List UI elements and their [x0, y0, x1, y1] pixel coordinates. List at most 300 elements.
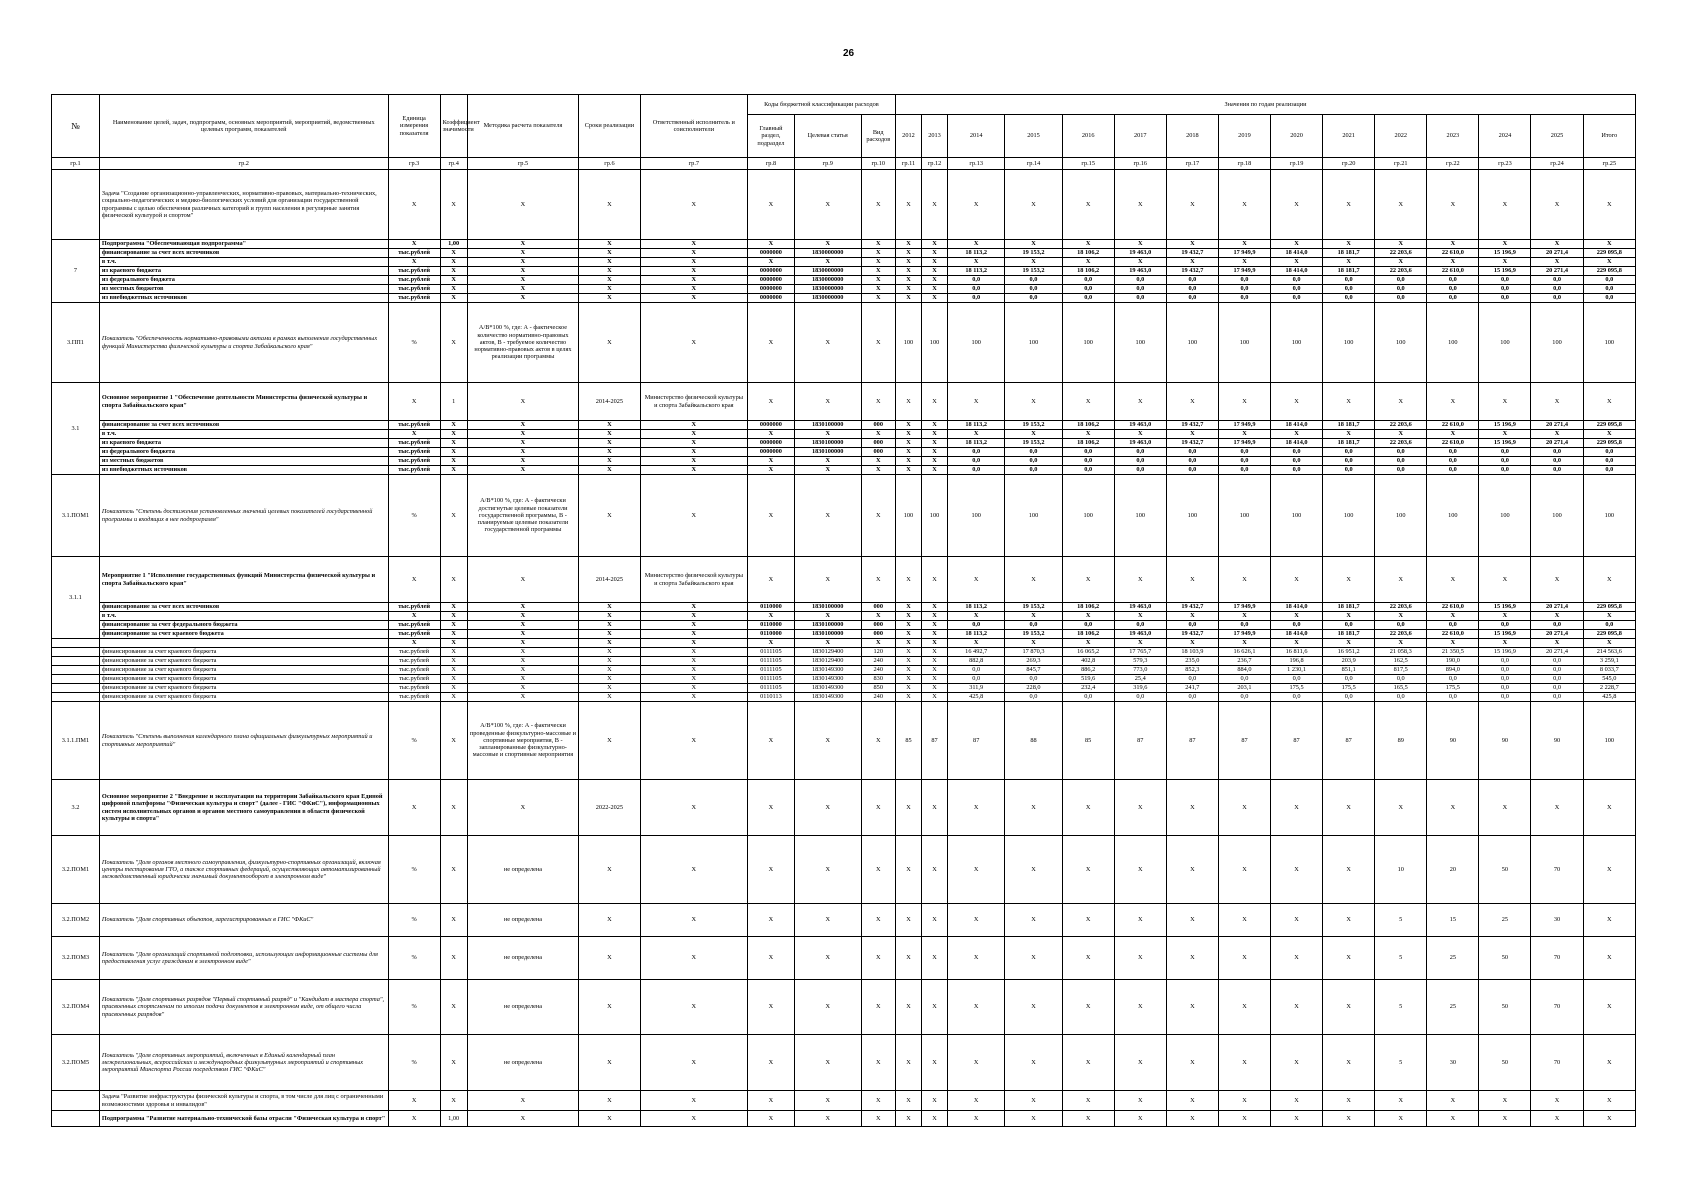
cell-col-19: X — [1271, 980, 1323, 1035]
cell-col-13: X — [948, 639, 1005, 648]
cell-col-17: 18 103,9 — [1166, 648, 1218, 657]
cell-col-21: 5 — [1375, 937, 1427, 980]
cell-col-19: 18 414,0 — [1271, 630, 1323, 639]
cell-col-20: X — [1323, 780, 1375, 836]
cell-col-24: X — [1531, 170, 1583, 240]
cell-col-9: 1830000000 — [794, 285, 861, 294]
cell-col-5: X — [467, 1111, 578, 1127]
cell-col-25: X — [1583, 980, 1635, 1035]
cell-col-13: X — [948, 836, 1005, 904]
cell-col-22: 22 610,0 — [1427, 603, 1479, 612]
cell-col-6: X — [579, 1111, 640, 1127]
cell-col-13: X — [948, 1111, 1005, 1127]
cell-col-22: 0,0 — [1427, 621, 1479, 630]
cell-col-10: X — [861, 612, 895, 621]
cell-col-25: X — [1583, 937, 1635, 980]
cell-col-24: 70 — [1531, 980, 1583, 1035]
cell-col-25: X — [1583, 557, 1635, 603]
cell-col-11: X — [895, 1035, 921, 1091]
cell-col-18: 0,0 — [1218, 448, 1270, 457]
cell-col-9: X — [794, 303, 861, 383]
cell-col-24: 0,0 — [1531, 666, 1583, 675]
cell-col-6: X — [579, 439, 640, 448]
cell-col-11: X — [895, 612, 921, 621]
cell-col-8: X — [747, 557, 794, 603]
cell-col-7: X — [640, 285, 747, 294]
cell-col-23: 0,0 — [1479, 693, 1531, 702]
cell-col-24: 0,0 — [1531, 448, 1583, 457]
cell-col-8: X — [747, 1091, 794, 1111]
cell-col-13: X — [948, 612, 1005, 621]
cell-col-11: X — [895, 630, 921, 639]
cell-col-6: X — [579, 684, 640, 693]
cell-col-11: X — [895, 294, 921, 303]
cell-col-23: 15 196,9 — [1479, 249, 1531, 258]
cell-col-16: 17 765,7 — [1114, 648, 1166, 657]
row-name: Показатель "Доля организаций спортивной подготовки, использующих информационные системы для предоставления услуг гражданам в электронном виде" — [99, 937, 388, 980]
cell-col-12: X — [922, 836, 948, 904]
cell-col-18: 0,0 — [1218, 457, 1270, 466]
row-name: финансирование за счет всех источников — [99, 249, 388, 258]
table-row — [52, 684, 1636, 693]
cell-col-20: 100 — [1323, 475, 1375, 557]
cell-col-16: 0,0 — [1114, 457, 1166, 466]
cell-col-17: 0,0 — [1166, 457, 1218, 466]
cell-col-23: 50 — [1479, 1035, 1531, 1091]
cell-col-24: X — [1531, 780, 1583, 836]
cell-col-15: 18 106,2 — [1062, 267, 1114, 276]
cell-col-7: X — [640, 639, 747, 648]
cell-col-8: 0000000 — [747, 448, 794, 457]
cell-col-21: 0,0 — [1375, 675, 1427, 684]
cell-col-10: X — [861, 836, 895, 904]
cell-col-8: X — [747, 170, 794, 240]
cell-col-4: X — [440, 657, 467, 666]
cell-col-14: 19 153,2 — [1005, 249, 1062, 258]
cell-col-24: 70 — [1531, 1035, 1583, 1091]
cell-col-14: X — [1005, 258, 1062, 267]
table-row — [52, 439, 1636, 448]
cell-col-8: 0000000 — [747, 285, 794, 294]
cell-col-7: X — [640, 937, 747, 980]
cell-col-25: 229 095,8 — [1583, 439, 1635, 448]
cell-col-23: 15 196,9 — [1479, 439, 1531, 448]
cell-col-15: X — [1062, 383, 1114, 421]
row-name — [99, 639, 388, 648]
cell-col-17: X — [1166, 780, 1218, 836]
cell-col-20: X — [1323, 240, 1375, 249]
cell-col-10: X — [861, 457, 895, 466]
cell-col-17: 19 432,7 — [1166, 267, 1218, 276]
table-row — [52, 249, 1636, 258]
cell-col-21: X — [1375, 430, 1427, 439]
cell-col-16: X — [1114, 1035, 1166, 1091]
cell-col-5: А/В*100 %, где: А - фактически достигнутые целевые показатели государственной программы, В - планируемые целевые показатели государственной программы — [467, 475, 578, 557]
cell-col-17: X — [1166, 937, 1218, 980]
row-number: 3.2.ПОМ4 — [52, 980, 100, 1035]
cell-col-14: X — [1005, 904, 1062, 937]
cell-col-21: 22 203,6 — [1375, 421, 1427, 430]
cell-col-24: 20 271,4 — [1531, 630, 1583, 639]
table-row — [52, 258, 1636, 267]
cell-col-8: 0110000 — [747, 603, 794, 612]
cell-col-9: X — [794, 1111, 861, 1127]
table-row — [52, 430, 1636, 439]
cell-col-23: 15 196,9 — [1479, 421, 1531, 430]
cell-col-25: 0,0 — [1583, 294, 1635, 303]
cell-col-25: 0,0 — [1583, 466, 1635, 475]
cell-col-13: 18 113,2 — [948, 421, 1005, 430]
cell-col-8: 0000000 — [747, 276, 794, 285]
cell-col-11: X — [895, 693, 921, 702]
cell-col-21: X — [1375, 170, 1427, 240]
cell-col-12: X — [922, 621, 948, 630]
cell-col-19: 18 414,0 — [1271, 439, 1323, 448]
cell-col-5: X — [467, 249, 578, 258]
cell-col-19: X — [1271, 780, 1323, 836]
cell-col-13: X — [948, 170, 1005, 240]
cell-col-13: 100 — [948, 303, 1005, 383]
cell-col-21: X — [1375, 612, 1427, 621]
cell-col-20: 0,0 — [1323, 285, 1375, 294]
cell-col-8: X — [747, 639, 794, 648]
cell-col-14: X — [1005, 836, 1062, 904]
row-number — [52, 639, 100, 648]
cell-col-7: X — [640, 421, 747, 430]
cell-col-24: 0,0 — [1531, 457, 1583, 466]
cell-col-4: X — [440, 557, 467, 603]
cell-col-10: X — [861, 430, 895, 439]
cell-col-12: X — [922, 780, 948, 836]
cell-col-12: X — [922, 285, 948, 294]
cell-col-19: X — [1271, 1091, 1323, 1111]
cell-col-23: 0,0 — [1479, 285, 1531, 294]
header-column-number: гр.23 — [1479, 158, 1531, 170]
cell-col-19: X — [1271, 258, 1323, 267]
cell-col-8: X — [747, 980, 794, 1035]
table-row — [52, 693, 1636, 702]
cell-col-22: X — [1427, 1111, 1479, 1127]
cell-col-13: 882,8 — [948, 657, 1005, 666]
cell-col-8: 0000000 — [747, 249, 794, 258]
row-name: из внебюджетных источников — [99, 294, 388, 303]
cell-col-22: 894,0 — [1427, 666, 1479, 675]
program-table — [51, 94, 1636, 1127]
cell-col-24: 70 — [1531, 937, 1583, 980]
cell-col-4: X — [440, 430, 467, 439]
cell-col-21: 89 — [1375, 702, 1427, 780]
cell-col-10: X — [861, 475, 895, 557]
row-name: Основное мероприятие 1 "Обеспечение деятельности Министерства физической культуры и спорта Забайкальского края" — [99, 383, 388, 421]
cell-col-15: X — [1062, 240, 1114, 249]
header-column-number: гр.9 — [794, 158, 861, 170]
cell-col-12: X — [922, 666, 948, 675]
cell-col-8: 0000000 — [747, 439, 794, 448]
cell-col-3: тыс.рублей — [388, 648, 440, 657]
cell-col-24: 100 — [1531, 303, 1583, 383]
cell-col-22: X — [1427, 780, 1479, 836]
cell-col-16: 19 463,0 — [1114, 630, 1166, 639]
cell-col-23: 15 196,9 — [1479, 648, 1531, 657]
cell-col-6: X — [579, 267, 640, 276]
header-year: 2016 — [1062, 115, 1114, 158]
cell-col-24: 90 — [1531, 702, 1583, 780]
cell-col-15: 18 106,2 — [1062, 439, 1114, 448]
page-number: 26 — [842, 48, 855, 59]
cell-col-7: X — [640, 267, 747, 276]
cell-col-21: 5 — [1375, 1035, 1427, 1091]
cell-col-9: 1830000000 — [794, 276, 861, 285]
table-row — [52, 904, 1636, 937]
cell-col-25: X — [1583, 639, 1635, 648]
cell-col-7: X — [640, 621, 747, 630]
cell-col-12: X — [922, 937, 948, 980]
cell-col-16: X — [1114, 170, 1166, 240]
cell-col-14: 19 153,2 — [1005, 630, 1062, 639]
cell-col-17: X — [1166, 383, 1218, 421]
cell-col-5: X — [467, 684, 578, 693]
cell-col-11: 100 — [895, 475, 921, 557]
cell-col-12: X — [922, 612, 948, 621]
cell-col-20: X — [1323, 430, 1375, 439]
cell-col-5: X — [467, 630, 578, 639]
cell-col-15: 18 106,2 — [1062, 603, 1114, 612]
cell-col-17: X — [1166, 836, 1218, 904]
cell-col-6: X — [579, 457, 640, 466]
cell-col-10: X — [861, 1091, 895, 1111]
cell-col-16: X — [1114, 937, 1166, 980]
header-year: 2017 — [1114, 115, 1166, 158]
cell-col-17: X — [1166, 170, 1218, 240]
row-number: 3.1.ПОМ1 — [52, 475, 100, 557]
cell-col-15: 16 065,2 — [1062, 648, 1114, 657]
cell-col-23: 50 — [1479, 937, 1531, 980]
cell-col-20: X — [1323, 170, 1375, 240]
cell-col-17: X — [1166, 980, 1218, 1035]
cell-col-16: 773,0 — [1114, 666, 1166, 675]
row-name: в т.ч. — [99, 612, 388, 621]
cell-col-11: X — [895, 603, 921, 612]
cell-col-12: X — [922, 648, 948, 657]
cell-col-15: X — [1062, 170, 1114, 240]
cell-col-15: 402,8 — [1062, 657, 1114, 666]
cell-col-3: тыс.рублей — [388, 693, 440, 702]
cell-col-9: 1830100000 — [794, 621, 861, 630]
cell-col-15: 100 — [1062, 475, 1114, 557]
cell-col-14: 0,0 — [1005, 285, 1062, 294]
cell-col-25: X — [1583, 383, 1635, 421]
cell-col-11: X — [895, 1111, 921, 1127]
cell-col-15: 18 106,2 — [1062, 421, 1114, 430]
cell-col-9: 1830000000 — [794, 267, 861, 276]
cell-col-8: X — [747, 612, 794, 621]
cell-col-19: 175,5 — [1271, 684, 1323, 693]
cell-col-11: X — [895, 383, 921, 421]
cell-col-22: X — [1427, 258, 1479, 267]
cell-col-19: X — [1271, 383, 1323, 421]
cell-col-13: 0,0 — [948, 466, 1005, 475]
cell-col-12: X — [922, 980, 948, 1035]
cell-col-5: X — [467, 267, 578, 276]
cell-col-3: тыс.рублей — [388, 466, 440, 475]
cell-col-8: X — [747, 457, 794, 466]
cell-col-13: 0,0 — [948, 457, 1005, 466]
cell-col-5: X — [467, 383, 578, 421]
cell-col-4: X — [440, 1091, 467, 1111]
cell-col-18: 236,7 — [1218, 657, 1270, 666]
cell-col-18: X — [1218, 980, 1270, 1035]
cell-col-15: 18 106,2 — [1062, 249, 1114, 258]
cell-col-15: X — [1062, 904, 1114, 937]
cell-col-5: X — [467, 557, 578, 603]
cell-col-3: тыс.рублей — [388, 457, 440, 466]
cell-col-25: X — [1583, 1035, 1635, 1091]
cell-col-7: X — [640, 684, 747, 693]
cell-col-25: 0,0 — [1583, 276, 1635, 285]
cell-col-13: 18 113,2 — [948, 603, 1005, 612]
cell-col-13: 18 113,2 — [948, 267, 1005, 276]
cell-col-22: 100 — [1427, 475, 1479, 557]
cell-col-9: 1830100000 — [794, 439, 861, 448]
cell-col-4: X — [440, 937, 467, 980]
cell-col-6: X — [579, 836, 640, 904]
cell-col-16: 0,0 — [1114, 294, 1166, 303]
cell-col-7: X — [640, 980, 747, 1035]
cell-col-22: X — [1427, 383, 1479, 421]
cell-col-17: 87 — [1166, 702, 1218, 780]
cell-col-24: 20 271,4 — [1531, 439, 1583, 448]
cell-col-5: X — [467, 430, 578, 439]
cell-col-19: 0,0 — [1271, 621, 1323, 630]
cell-col-6: X — [579, 621, 640, 630]
cell-col-3: тыс.рублей — [388, 267, 440, 276]
row-number — [52, 675, 100, 684]
cell-col-23: 0,0 — [1479, 684, 1531, 693]
cell-col-23: 100 — [1479, 475, 1531, 557]
cell-col-6: X — [579, 630, 640, 639]
cell-col-18: 0,0 — [1218, 693, 1270, 702]
header-column-number: гр.13 — [948, 158, 1005, 170]
cell-col-16: X — [1114, 904, 1166, 937]
row-number — [52, 170, 100, 240]
cell-col-25: 0,0 — [1583, 448, 1635, 457]
cell-col-5: X — [467, 421, 578, 430]
cell-col-6: X — [579, 1091, 640, 1111]
cell-col-13: X — [948, 430, 1005, 439]
cell-col-15: 0,0 — [1062, 621, 1114, 630]
cell-col-21: 100 — [1375, 475, 1427, 557]
header-column-number: гр.25 — [1583, 158, 1635, 170]
cell-col-12: X — [922, 557, 948, 603]
cell-col-11: X — [895, 430, 921, 439]
row-number: 3.1 — [52, 383, 100, 475]
cell-col-13: X — [948, 980, 1005, 1035]
cell-col-17: 0,0 — [1166, 285, 1218, 294]
cell-col-13: 0,0 — [948, 294, 1005, 303]
cell-col-21: X — [1375, 383, 1427, 421]
header-column-number: гр.17 — [1166, 158, 1218, 170]
cell-col-23: X — [1479, 612, 1531, 621]
cell-col-23: 50 — [1479, 980, 1531, 1035]
cell-col-12: X — [922, 1035, 948, 1091]
header-values: Значения по годам реализации — [895, 95, 1635, 115]
cell-col-20: 0,0 — [1323, 276, 1375, 285]
cell-col-13: 100 — [948, 475, 1005, 557]
cell-col-16: X — [1114, 383, 1166, 421]
cell-col-22: 22 610,0 — [1427, 249, 1479, 258]
cell-col-7: X — [640, 294, 747, 303]
cell-col-12: X — [922, 170, 948, 240]
cell-col-13: X — [948, 904, 1005, 937]
cell-col-12: X — [922, 276, 948, 285]
cell-col-15: X — [1062, 836, 1114, 904]
cell-col-20: X — [1323, 258, 1375, 267]
cell-col-11: X — [895, 249, 921, 258]
cell-col-3: % — [388, 937, 440, 980]
row-name: из местных бюджетов — [99, 457, 388, 466]
table-row — [52, 1035, 1636, 1091]
cell-col-20: 0,0 — [1323, 466, 1375, 475]
cell-col-9: X — [794, 612, 861, 621]
cell-col-9: X — [794, 904, 861, 937]
cell-col-18: 0,0 — [1218, 285, 1270, 294]
cell-col-8: 0111105 — [747, 666, 794, 675]
cell-col-10: 000 — [861, 603, 895, 612]
row-name: финансирование за счет краевого бюджета — [99, 648, 388, 657]
cell-col-3: % — [388, 836, 440, 904]
cell-col-14: 19 153,2 — [1005, 439, 1062, 448]
cell-col-9: X — [794, 466, 861, 475]
cell-col-7: X — [640, 439, 747, 448]
cell-col-25: X — [1583, 1091, 1635, 1111]
cell-col-22: 100 — [1427, 303, 1479, 383]
cell-col-6: X — [579, 693, 640, 702]
header-column-number: гр.24 — [1531, 158, 1583, 170]
cell-col-9: X — [794, 980, 861, 1035]
cell-col-21: 0,0 — [1375, 448, 1427, 457]
cell-col-9: 1830000000 — [794, 294, 861, 303]
cell-col-19: X — [1271, 430, 1323, 439]
cell-col-19: 0,0 — [1271, 448, 1323, 457]
header-column-number: гр.19 — [1271, 158, 1323, 170]
cell-col-19: 100 — [1271, 303, 1323, 383]
cell-col-16: 19 463,0 — [1114, 267, 1166, 276]
header-num: № — [52, 95, 100, 158]
cell-col-18: 17 949,9 — [1218, 249, 1270, 258]
cell-col-25: 3 259,1 — [1583, 657, 1635, 666]
cell-col-14: 0,0 — [1005, 621, 1062, 630]
cell-col-11: X — [895, 657, 921, 666]
cell-col-12: X — [922, 448, 948, 457]
cell-col-4: 1,00 — [440, 1111, 467, 1127]
table-row — [52, 475, 1636, 557]
cell-col-5: А/В*100 %, где: А - фактически проведенные физкультурно-массовые и спортивные мероприятия, В - запланированные физкультурно-массовые и спортивные мероприятия — [467, 702, 578, 780]
cell-col-4: X — [440, 702, 467, 780]
cell-col-10: 000 — [861, 630, 895, 639]
cell-col-11: X — [895, 258, 921, 267]
cell-col-19: 0,0 — [1271, 457, 1323, 466]
cell-col-4: X — [440, 294, 467, 303]
table-row — [52, 836, 1636, 904]
cell-col-15: 0,0 — [1062, 466, 1114, 475]
cell-col-8: 0000000 — [747, 294, 794, 303]
cell-col-6: X — [579, 980, 640, 1035]
cell-col-5: X — [467, 1091, 578, 1111]
cell-col-22: 0,0 — [1427, 466, 1479, 475]
cell-col-5: X — [467, 666, 578, 675]
cell-col-15: X — [1062, 612, 1114, 621]
cell-col-14: 0,0 — [1005, 466, 1062, 475]
